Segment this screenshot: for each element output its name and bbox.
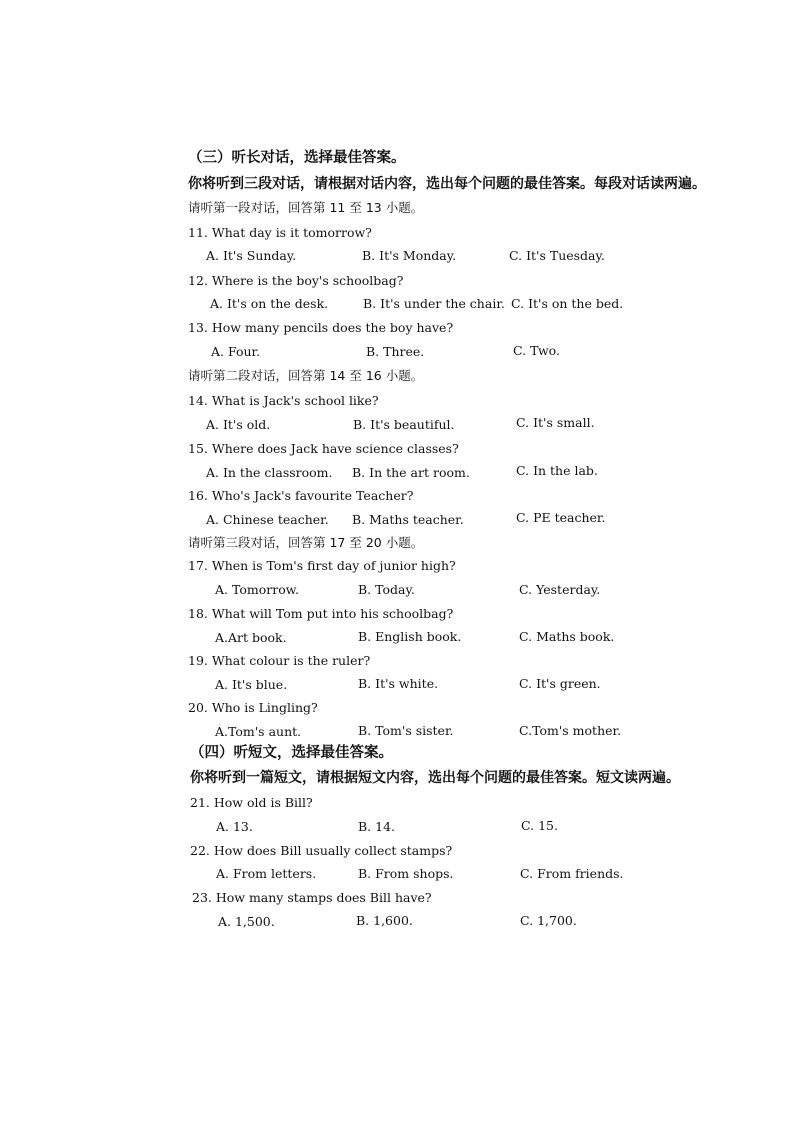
option-18-b: B. English book. (358, 629, 462, 644)
option-13-b: B. Three. (366, 344, 425, 359)
question-19: 19. What colour is the ruler? (188, 653, 371, 668)
option-14-a: A. It's old. (206, 417, 271, 432)
option-21-a: A. 13. (216, 819, 253, 834)
question-21: 21. How old is Bill? (190, 795, 313, 810)
question-18: 18. What will Tom put into his schoolbag? (188, 606, 454, 621)
option-12-b: B. It's under the chair. (363, 296, 505, 311)
option-13-a: A. Four. (211, 344, 261, 359)
question-16: 16. Who's Jack's favourite Teacher? (188, 488, 414, 503)
option-11-c: C. It's Tuesday. (509, 248, 605, 263)
section4-heading: （四）听短文，选择最佳答案。 (190, 745, 393, 761)
option-16-b: B. Maths teacher. (352, 512, 464, 527)
question-13: 13. How many pencils does the boy have? (188, 320, 454, 335)
option-23-c: C. 1,700. (520, 913, 577, 928)
option-22-c: C. From friends. (520, 866, 624, 881)
option-20-b: B. Tom's sister. (358, 723, 454, 738)
dialogue1-instruction: 请听第一段对话，回答第 11 至 13 小题。 (188, 200, 424, 215)
option-20-a: A.Tom's aunt. (215, 724, 302, 739)
section3-heading: （三）听长对话，选择最佳答案。 (188, 150, 406, 166)
option-16-c: C. PE teacher. (516, 510, 606, 525)
option-14-c: C. It's small. (516, 415, 595, 430)
dialogue2-instruction: 请听第二段对话，回答第 14 至 16 小题。 (188, 368, 424, 383)
option-15-c: C. In the lab. (516, 463, 598, 478)
option-23-b: B. 1,600. (356, 913, 413, 928)
option-21-c: C. 15. (521, 818, 558, 833)
option-17-a: A. Tomorrow. (215, 582, 299, 597)
option-11-a: A. It's Sunday. (206, 248, 297, 263)
option-13-c: C. Two. (513, 343, 560, 358)
option-14-b: B. It's beautiful. (353, 417, 455, 432)
question-11: 11. What day is it tomorrow? (188, 225, 372, 240)
option-18-c: C. Maths book. (519, 629, 615, 644)
option-20-c: C.Tom's mother. (519, 723, 622, 738)
option-11-b: B. It's Monday. (362, 248, 457, 263)
question-14: 14. What is Jack's school like? (188, 393, 379, 408)
option-12-a: A. It's on the desk. (210, 296, 329, 311)
question-23: 23. How many stamps does Bill have? (192, 890, 432, 905)
question-22: 22. How does Bill usually collect stamps? (190, 843, 453, 858)
option-15-b: B. In the art room. (352, 465, 470, 480)
question-20: 20. Who is Lingling? (188, 700, 318, 715)
option-18-a: A.Art book. (215, 630, 287, 645)
question-15: 15. Where does Jack have science classes? (188, 441, 459, 456)
dialogue3-instruction: 请听第三段对话，回答第 17 至 20 小题。 (188, 535, 424, 550)
section4-instruction: 你将听到一篇短文，请根据短文内容，选出每个问题的最佳答案。短文读两遍。 (190, 770, 680, 786)
option-16-a: A. Chinese teacher. (206, 512, 329, 527)
question-17: 17. When is Tom's first day of junior high? (188, 558, 456, 573)
option-19-c: C. It's green. (519, 676, 601, 691)
option-15-a: A. In the classroom. (206, 465, 333, 480)
option-23-a: A. 1,500. (218, 914, 275, 929)
option-17-b: B. Today. (358, 582, 415, 597)
option-19-b: B. It's white. (358, 676, 439, 691)
question-12: 12. Where is the boy's schoolbag? (188, 273, 404, 288)
option-17-c: C. Yesterday. (519, 582, 601, 597)
option-19-a: A. It's blue. (215, 677, 288, 692)
option-21-b: B. 14. (358, 819, 396, 834)
section3-instruction: 你将听到三段对话，请根据对话内容，选出每个问题的最佳答案。每段对话读两遍。 (188, 176, 706, 192)
option-12-c: C. It's on the bed. (511, 296, 624, 311)
option-22-a: A. From letters. (216, 866, 317, 881)
option-22-b: B. From shops. (358, 866, 454, 881)
